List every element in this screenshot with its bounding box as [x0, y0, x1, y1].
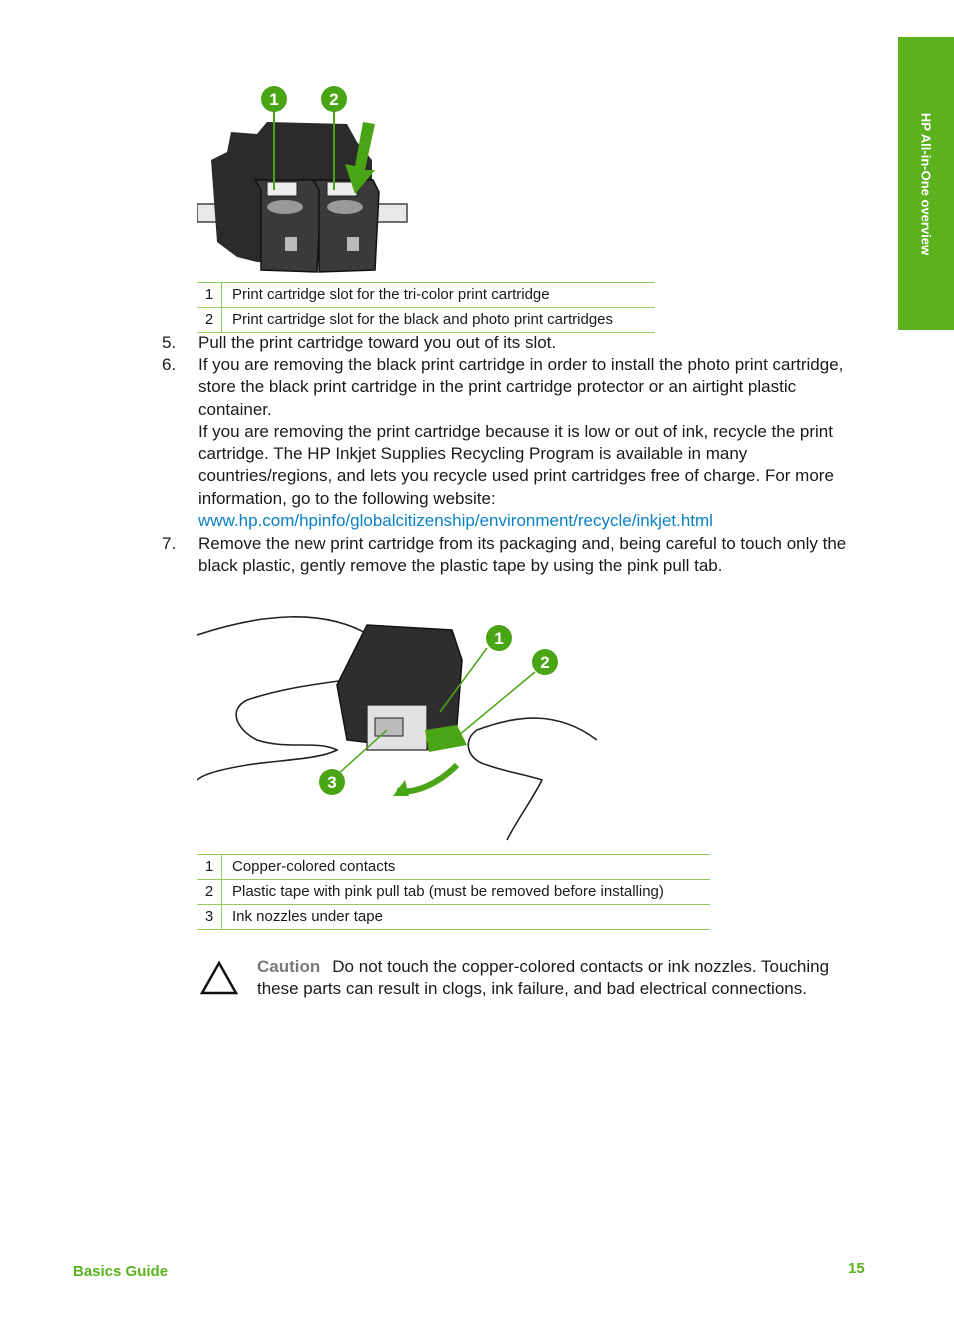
step-text-continued: If you are removing the print cartridge because it is low or out of ink, recycle the print cartridge. The HP Inkjet Supplies Recycling Program is available in many countries/regions, and lets you recycle used print cartridges free of charge. For more information, go to the following website: — [198, 421, 834, 508]
figure1-legend — [197, 282, 655, 333]
legend-row — [197, 283, 655, 308]
legend-number: 2 — [197, 880, 222, 905]
legend-text: Print cartridge slot for the black and photo print cartridges — [222, 308, 656, 333]
legend-text: Plastic tape with pink pull tab (must be removed before installing) — [222, 880, 711, 905]
cartridge-tape-removal-illustration — [197, 600, 597, 850]
section-side-tab — [898, 37, 954, 330]
legend-row — [197, 905, 710, 930]
step-text: Remove the new print cartridge from its packaging and, being careful to touch only the black plastic, gently remove the plastic tape by using the pink pull tab. — [198, 534, 847, 576]
legend-number: 1 — [197, 855, 222, 880]
page-number: 15 — [848, 1260, 865, 1277]
callout-3: 3 — [327, 773, 337, 792]
section-side-tab-label: HP All-in-One overview — [918, 112, 934, 256]
step-text: If you are removing the black print cartridge in order to install the photo print cartridge, store the black print cartridge in the print cartridge protector or an airtight plastic container. — [198, 355, 844, 419]
step-text: Pull the print cartridge toward you out of its slot. — [198, 333, 557, 352]
figure2-legend — [197, 854, 710, 930]
footer-guide-title: Basics Guide — [73, 1263, 169, 1280]
legend-number: 1 — [197, 283, 222, 308]
recycling-website-link[interactable]: www.hp.com/hpinfo/globalcitizenship/environment/recycle/inkjet.html — [198, 511, 713, 531]
legend-row — [197, 855, 710, 880]
callout-2: 2 — [540, 653, 550, 672]
callout-1: 1 — [269, 90, 279, 109]
callout-1: 1 — [494, 629, 504, 648]
legend-text: Copper-colored contacts — [222, 855, 711, 880]
legend-text: Ink nozzles under tape — [222, 905, 711, 930]
legend-text: Print cartridge slot for the tri-color print cartridge — [222, 283, 656, 308]
callout-2: 2 — [329, 90, 339, 109]
legend-number: 2 — [197, 308, 222, 333]
legend-row — [197, 880, 710, 905]
step-number: 6. — [162, 355, 177, 374]
legend-number: 3 — [197, 905, 222, 930]
caution-label: Caution — [257, 957, 321, 976]
step-number: 7. — [162, 534, 177, 553]
step-number: 5. — [162, 333, 177, 352]
cartridge-carriage-illustration — [197, 82, 417, 278]
caution-text: Do not touch the copper-colored contacts or ink nozzles. Touching these parts can result in clogs, ink failure, and bad electrical connections. — [257, 957, 830, 999]
legend-row — [197, 308, 655, 333]
caution-note — [257, 956, 847, 1001]
warning-triangle-icon — [199, 960, 239, 996]
